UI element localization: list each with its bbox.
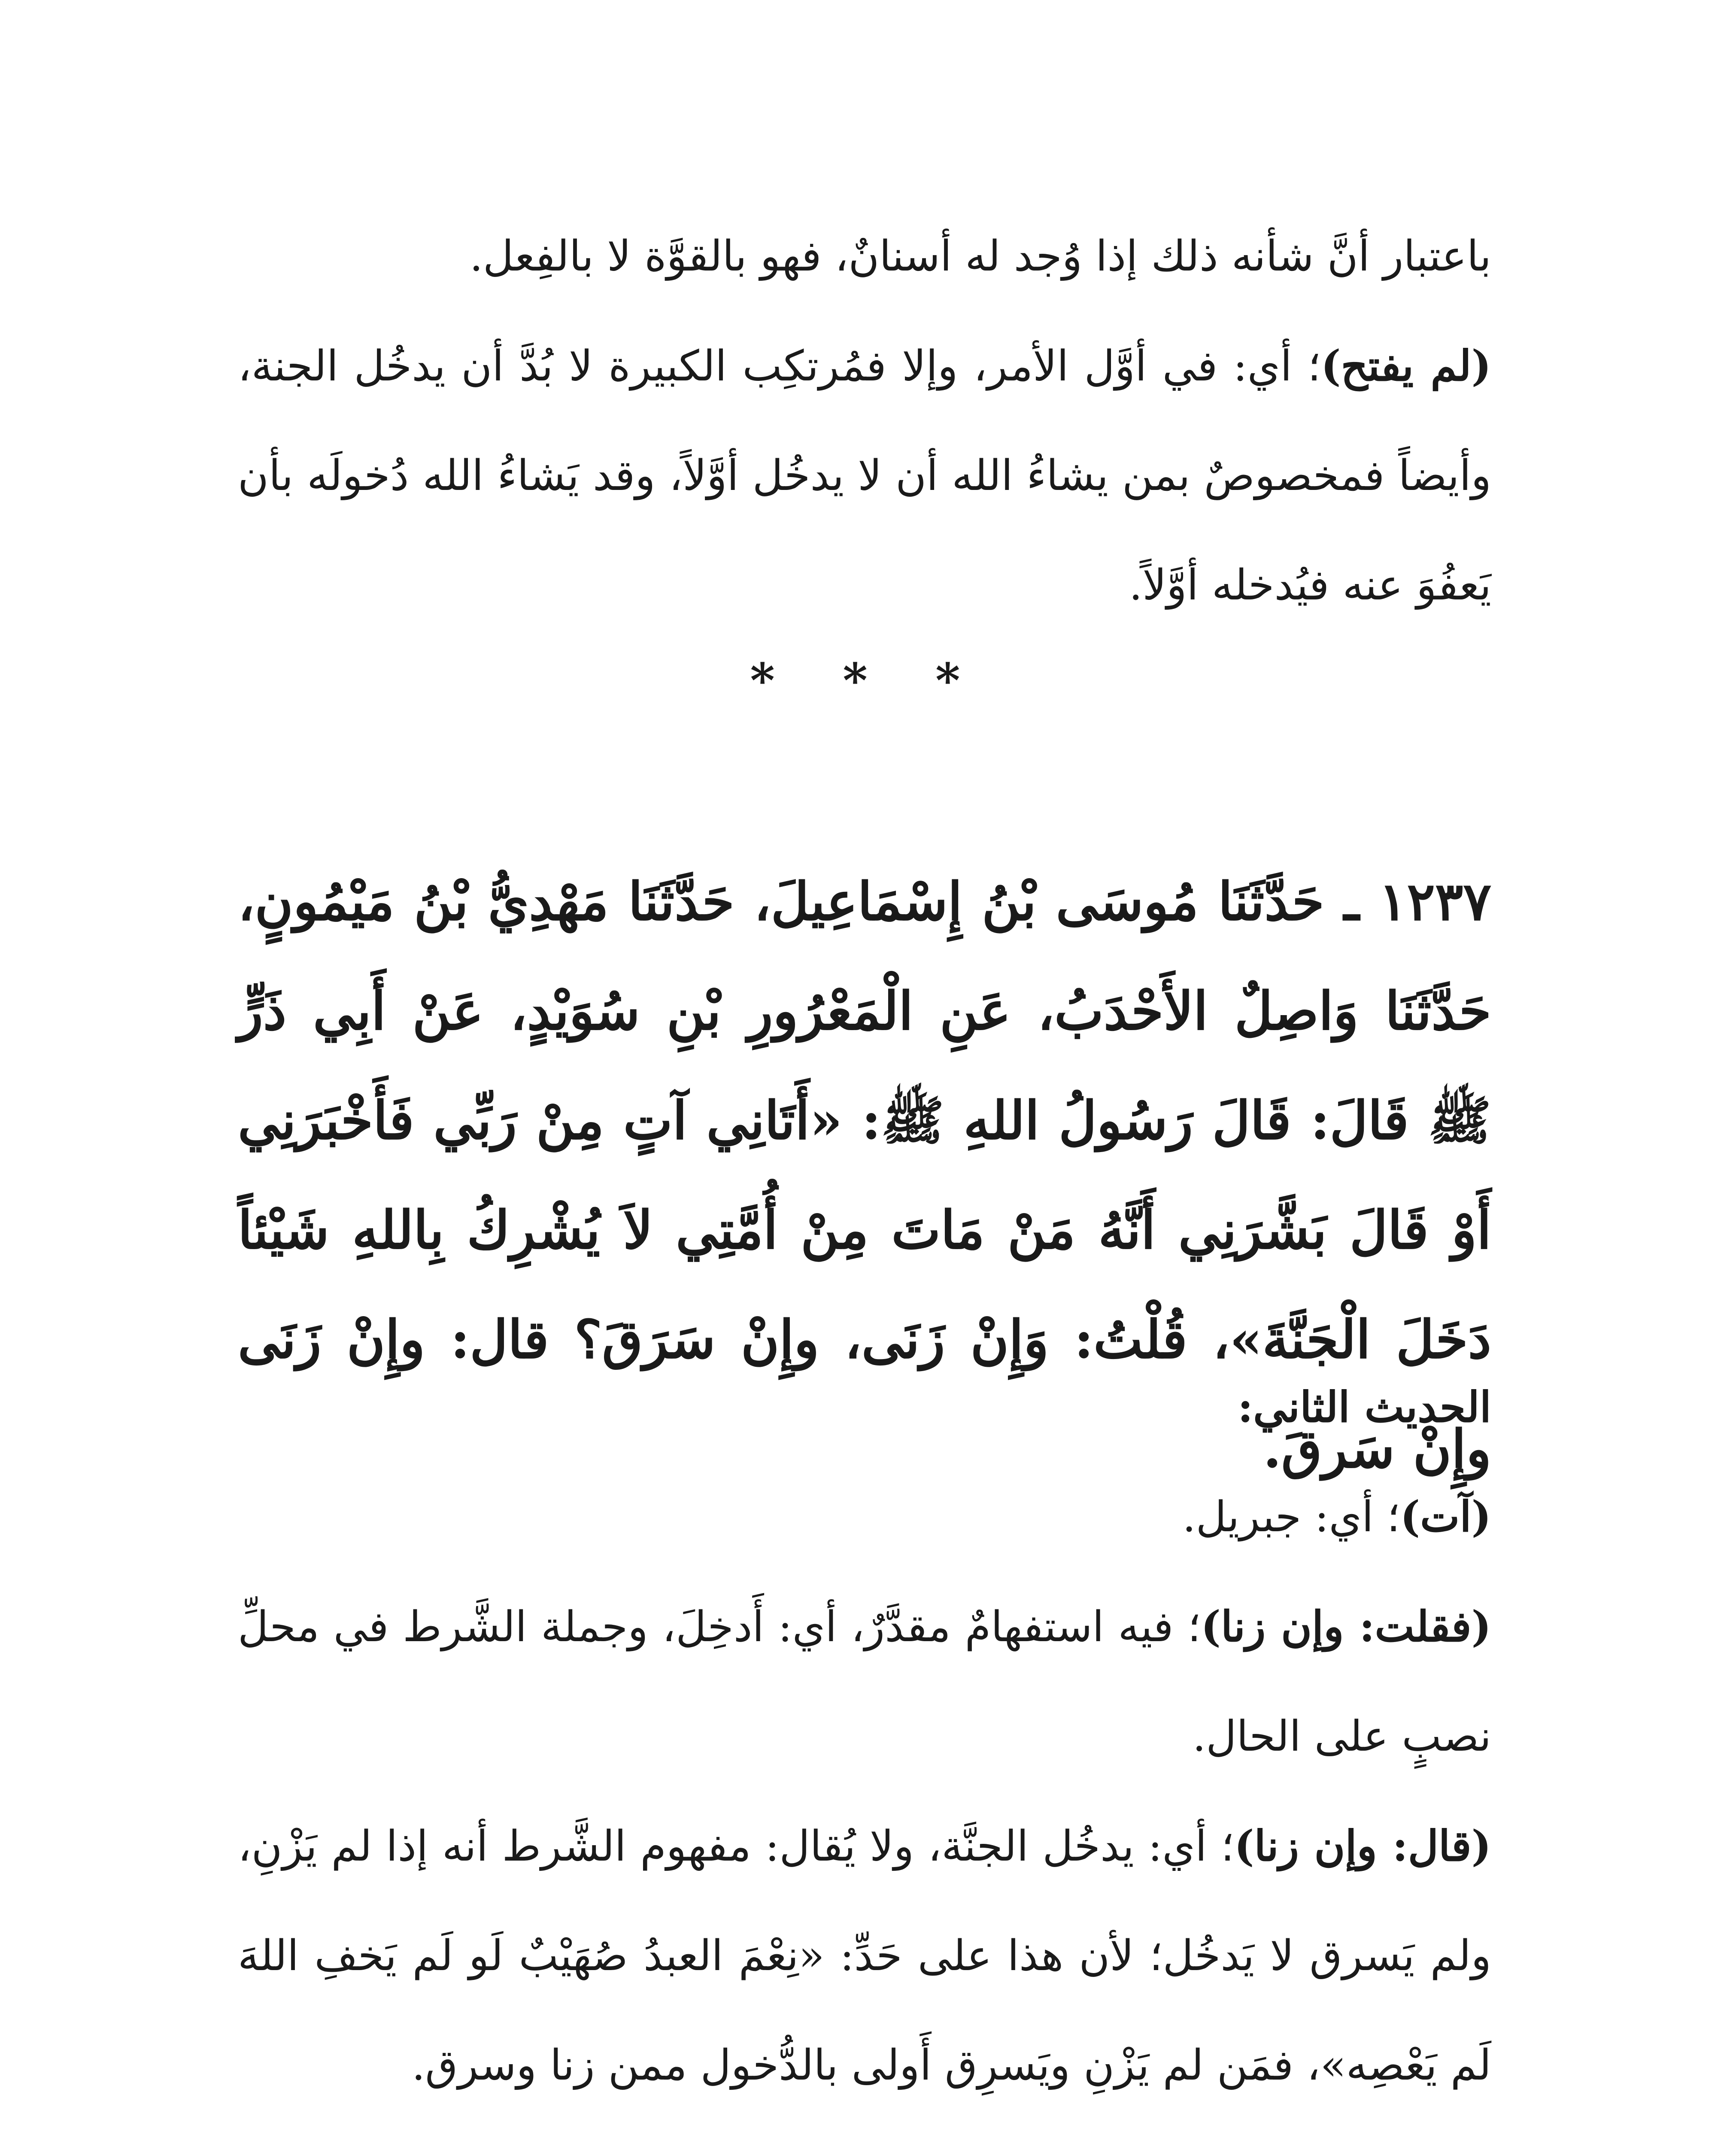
commentary-lead: (لم يفتح): [1321, 341, 1491, 391]
commentary-body: ؛ أي: يدخُل الجنَّة، ولا يُقال: مفهوم الشَّرط أنه إذا لم يَزْنِ، ولم يَسرق لا يَدخُل؛ لأن هذا على حَدِّ: «نِعْمَ العبدُ صُهَيْبٌ لَو لَم يَخفِ اللهَ لَم يَعْصِه»، فمَن لم يَزْنِ ويَسرِق أَولى بالدُّخول ممن زنا وسرق.: [238, 1822, 1491, 2090]
hadith-commentary: [238, 1353, 1491, 2120]
commentary-lead: (فقلت: وإن زنا): [1201, 1602, 1491, 1651]
opening-commentary: [238, 202, 1491, 640]
commentary-paragraph: [238, 311, 1491, 640]
commentary-body: ؛ أي: في أوَّل الأمر، وإلا فمُرتكِب الكبيرة لا بُدَّ أن يدخُل الجنة، وأيضاً فمخصوصٌ بمن يشاءُ الله أن لا يدخُل أوَّلاً، وقد يَشاءُ الله دُخولَه بأن يَعفُوَ عنه فيُدخله أوَّلاً.: [238, 342, 1491, 610]
commentary-heading: الحديث الثاني:: [1237, 1383, 1491, 1432]
section-separator: * * *: [750, 653, 986, 708]
commentary-paragraph: [238, 1572, 1491, 1791]
commentary-paragraph: [238, 1791, 1491, 2120]
commentary-lead: (قال: وإن زنا): [1234, 1822, 1491, 1871]
commentary-body: ؛ فيه استفهامٌ مقدَّرٌ، أي: أَدخِلَ، وجملة الشَّرط في محلِّ نصبٍ على الحال.: [238, 1603, 1491, 1761]
continuation-paragraph: باعتبار أنَّ شأنه ذلك إذا وُجد له أسنانٌ، فهو بالقوَّة لا بالفِعل.: [469, 232, 1491, 281]
commentary-paragraph: [238, 1462, 1491, 1572]
commentary-lead: (آت): [1400, 1492, 1491, 1542]
commentary-body: ؛ أي: جبريل.: [1182, 1493, 1400, 1542]
hadith-text: ١٢٣٧ ـ حَدَّثَنَا مُوسَى بْنُ إِسْمَاعِيلَ، حَدَّثَنَا مَهْدِيُّ بْنُ مَيْمُونٍ، حَدَّثَنَا وَاصِلٌ الأَحْدَبُ، عَنِ الْمَعْرُورِ بْنِ سُوَيْدٍ، عَنْ أَبِي ذَرٍّ ﷺ قَالَ: قَالَ رَسُولُ اللهِ ﷺ: «أَتَانِي آتٍ مِنْ رَبِّي فَأَخْبَرَنِي أَوْ قَالَ بَشَّرَنِي أَنَّهُ مَنْ مَاتَ مِنْ أُمَّتِي لاَ يُشْرِكُ بِاللهِ شَيْئاً دَخَلَ الْجَنَّةَ»، قُلْتُ: وَإِنْ زَنَى، وإِنْ سَرَقَ؟ قال: وإِنْ زَنَى وإِنْ سَرقَ.: [238, 870, 1491, 1480]
